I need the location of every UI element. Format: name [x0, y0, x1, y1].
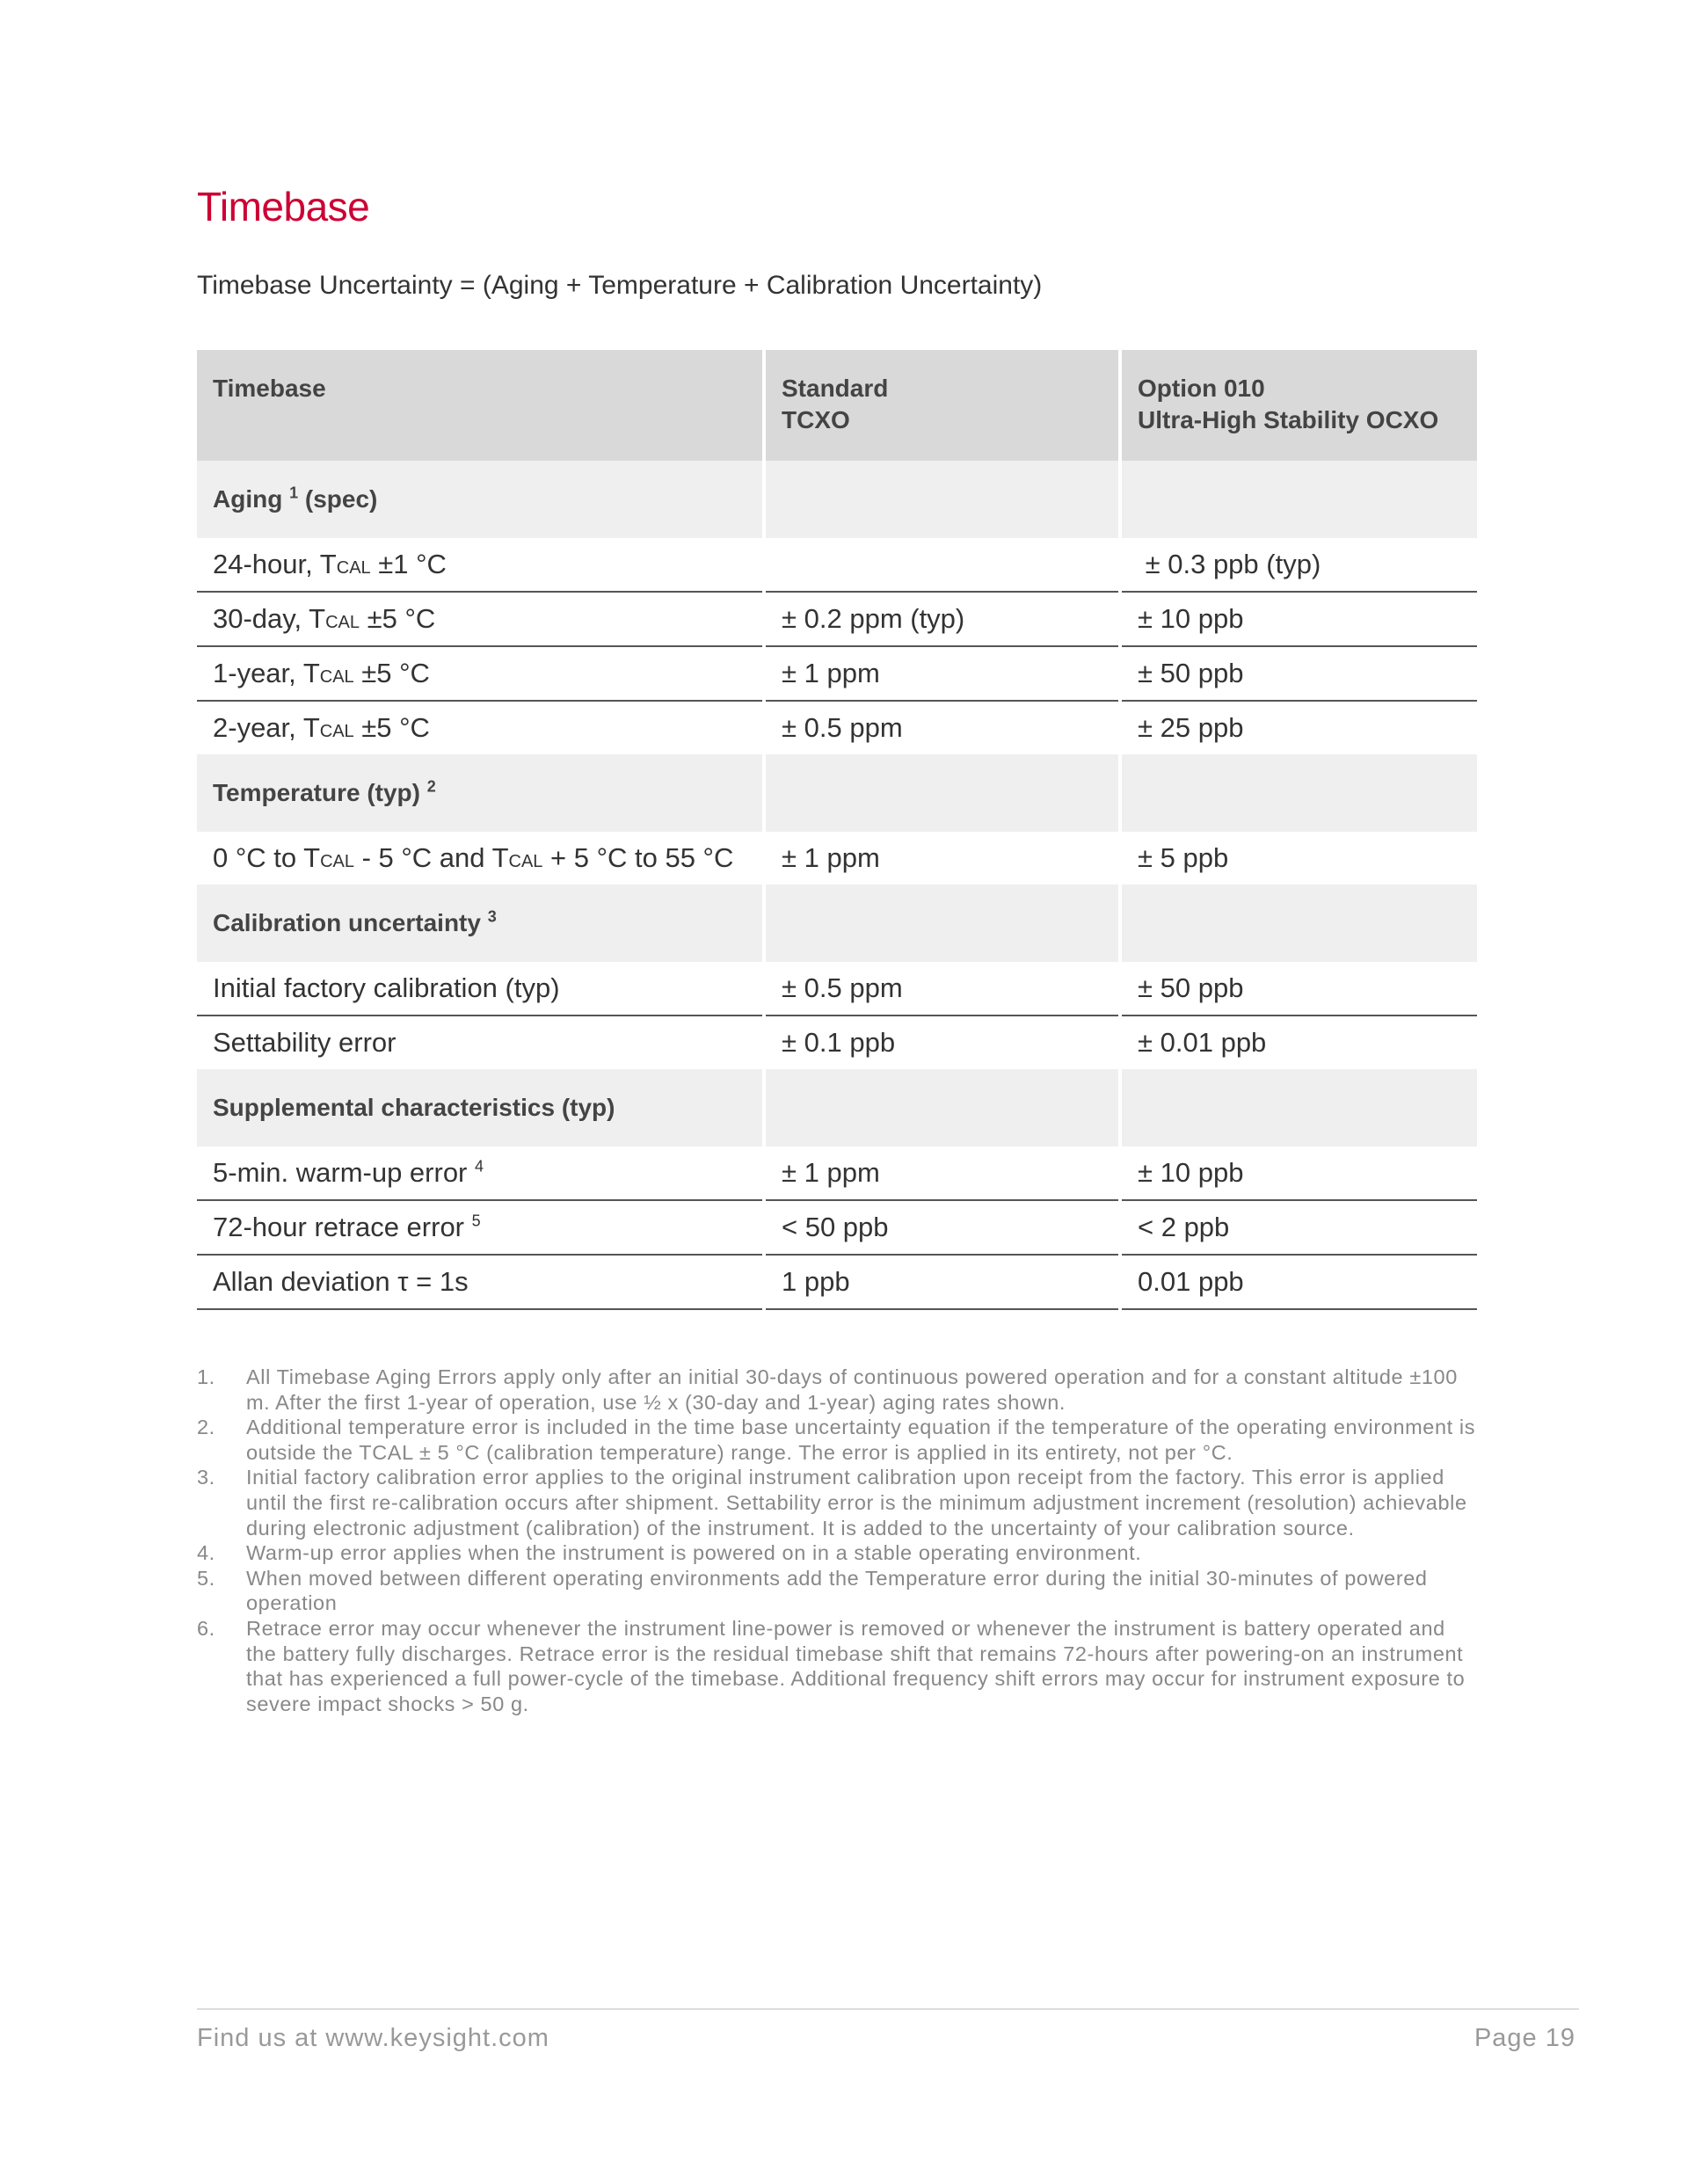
section-supplemental — [197, 1069, 1477, 1147]
table-row — [197, 701, 1477, 754]
standard-value: ± 1 ppm — [764, 1147, 1120, 1200]
table-row — [197, 1016, 1477, 1069]
section-label: Temperature (typ) $^2$ — [197, 754, 764, 832]
standard-value: ± 1 ppm — [764, 646, 1120, 701]
standard-value: ± 0.5 ppm — [764, 701, 1120, 754]
row-label: 72-hour retrace error $^5$ — [197, 1200, 764, 1255]
standard-value: ± 0.5 ppm — [764, 962, 1120, 1016]
row-label: 1-year, TCAL ±5 °C — [197, 646, 764, 701]
footer-divider — [197, 2008, 1579, 2010]
section-label: Supplemental characteristics (typ) — [197, 1069, 764, 1147]
table-row — [197, 1255, 1477, 1309]
row-label: 2-year, TCAL ±5 °C — [197, 701, 764, 754]
row-label: Settability error — [197, 1016, 764, 1069]
option-value: ± 10 ppb — [1120, 592, 1477, 646]
footnotes-list — [197, 1365, 1477, 1716]
row-label: Initial factory calibration (typ) — [197, 962, 764, 1016]
option-value: ± 25 ppb — [1138, 712, 1244, 743]
row-label: 5-min. warm-up error $^4$ — [197, 1147, 764, 1200]
table-row — [197, 1147, 1477, 1200]
page-number: Page 19 — [1473, 2024, 1575, 2052]
footnote-item: 4. Warm-up error applies when the instrument is powered on in a stable operating environment. — [197, 1541, 1142, 1565]
option-value: ± 10 ppb — [1120, 1147, 1477, 1200]
table-row — [197, 1200, 1477, 1255]
row-label: Allan deviation τ = 1s — [197, 1255, 764, 1309]
standard-value: ± 1 ppm — [764, 832, 1120, 885]
option-value: < 2 ppb — [1120, 1200, 1477, 1255]
table-row — [197, 646, 1477, 701]
option-value: ± 0.01 ppb — [1138, 1027, 1267, 1058]
timebase-spec-table — [197, 350, 1477, 1310]
option-value: ± 5 ppb — [1138, 842, 1229, 873]
header-timebase: Timebase — [197, 350, 764, 461]
option-value: ± 50 ppb — [1120, 962, 1477, 1016]
standard-value: < 50 ppb — [764, 1200, 1120, 1255]
header-option-010: Option 010 Ultra-High Stability OCXO — [1120, 350, 1477, 461]
footnote-item: 3. Initial factory calibration error applies to the original instrument calibration upon receipt from the factory. This error is applied until the first re-calibration occurs after shipment. Settability error is the minimum adjustment increment (resolution) achievable during electronic adjustment (calibration) of the instrument. It is added to the uncertainty of your calibration source. — [197, 1466, 1467, 1540]
table-row — [197, 538, 1477, 592]
page-title: Timebase — [197, 184, 370, 229]
section-label: Calibration uncertainty $^3$ — [197, 885, 764, 962]
standard-value: ± 0.1 ppb — [764, 1016, 1120, 1069]
row-label: 0 °C to TCAL - 5 °C and TCAL + 5 °C to 55 °C — [197, 832, 764, 885]
section-aging — [197, 461, 1477, 538]
header-standard: Standard TCXO — [764, 350, 1120, 461]
standard-value — [764, 538, 1120, 592]
option-value: ± 50 ppb — [1120, 646, 1477, 701]
option-value: ± 0.3 ppb (typ) — [1120, 538, 1477, 592]
footer-website: Find us at www.keysight.com — [197, 2024, 549, 2052]
footnote-item: 6. Retrace error may occur whenever the instrument line-power is removed or whenever the instrument is battery operated and the battery fully discharges. Retrace error is the residual timebase shift that remains 72-hours after powering-on an instrument that has experienced a full power-cycle of the timebase. Additional frequency shift errors may occur for instrument exposure to severe impact shocks > 50 g. — [197, 1616, 1466, 1715]
row-label: 24-hour, TCAL ±1 °C — [197, 538, 764, 592]
table-row — [197, 592, 1477, 646]
footnote-item: 1. All Timebase Aging Errors apply only after an initial 30-days of continuous powered operation and for a constant altitude ±100 m. After the first 1-year of operation, use ½ x (30-day and 1-year) aging rates shown. — [197, 1365, 1458, 1414]
section-calibration — [197, 885, 1477, 962]
footnote-item: 2. Additional temperature error is included in the time base uncertainty equation if the temperature of the operating environment is outside the TCAL ± 5 °C (calibration temperature) range. The error is applied in its entirety, not per °C. — [197, 1416, 1476, 1464]
section-label: Aging $^1$ (spec) — [197, 461, 764, 538]
table-row — [197, 962, 1477, 1016]
standard-value: ± 0.2 ppm (typ) — [764, 592, 1120, 646]
uncertainty-formula: Timebase Uncertainty = (Aging + Temperature + Calibration Uncertainty) — [197, 271, 1043, 300]
row-label: 30-day, TCAL ±5 °C — [197, 592, 764, 646]
table-header-row — [197, 350, 1477, 461]
table-row — [197, 832, 1477, 885]
footnote-item: 5. When moved between different operating environments add the Temperature error during the initial 30-minutes of powered operation — [197, 1566, 1428, 1615]
standard-value: 1 ppb — [764, 1255, 1120, 1309]
option-value: 0.01 ppb — [1120, 1255, 1477, 1309]
section-temperature — [197, 754, 1477, 832]
